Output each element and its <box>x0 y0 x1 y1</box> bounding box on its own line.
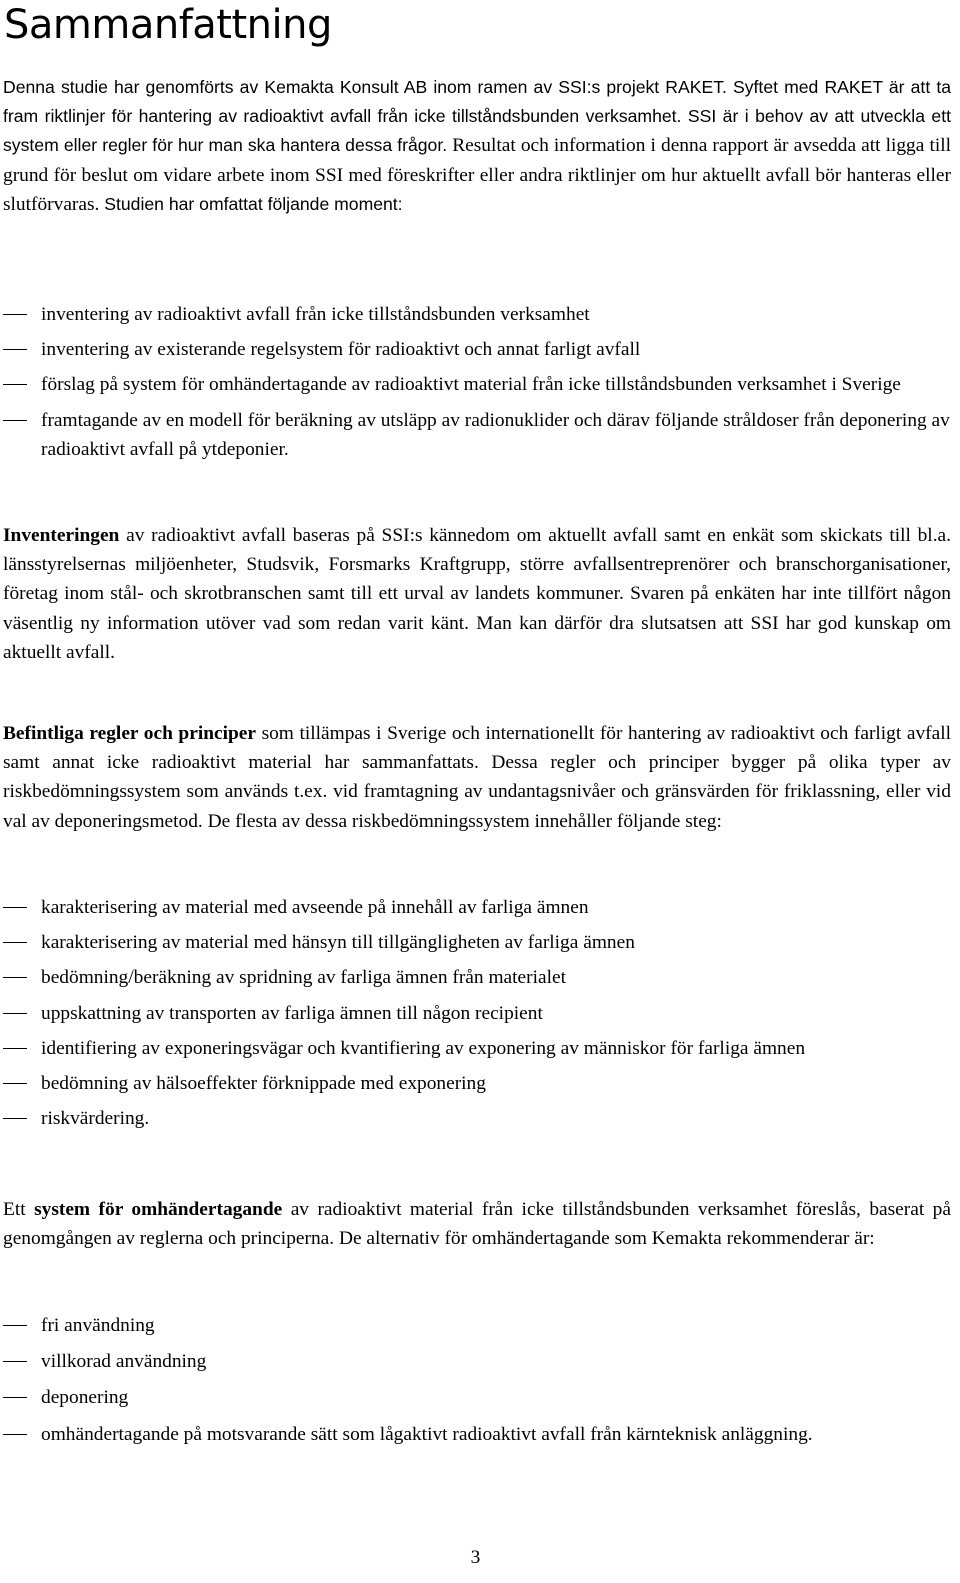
dash-bullet-icon <box>3 1361 27 1362</box>
dash-bullet-icon <box>3 977 27 978</box>
dash-bullet-icon <box>3 420 27 421</box>
list-item: villkorad användning <box>0 1347 951 1376</box>
dash-bullet-icon <box>3 942 27 943</box>
inventering-paragraph: Inventeringen av radioaktivt avfall baseras på SSI:s kännedom om aktuellt avfall samt en enkät som skickats till bl.a. länsstyrelsernas miljöenheter, Studsvik, Forsmarks Kraftgrupp, större avfallsentreprenörer och branschorganisationer, företag inom stål- och skrotbranschen samt till ett urval av landets kommuner. Svaren på enkäten har inte tillfört någon väsentlig ny information utöver vad som redan varit känt. Man kan därför dra slutsatsen att SSI har god kunskap om aktuellt avfall. <box>3 525 951 663</box>
list-item: inventering av existerande regelsystem för radioaktivt och annat farligt avfall <box>0 335 951 364</box>
dash-bullet-icon <box>3 1325 27 1326</box>
dash-bullet-icon <box>3 1048 27 1049</box>
system-heading: system för omhändertagande <box>34 1199 283 1220</box>
list-item: deponering <box>0 1383 951 1412</box>
moments-list <box>0 300 951 464</box>
alternatives-list <box>0 1311 951 1449</box>
dash-bullet-icon <box>3 1434 27 1435</box>
page-number: 3 <box>470 1547 481 1568</box>
steps-list <box>0 893 951 1133</box>
regler-heading: Befintliga regler och principer <box>3 723 256 744</box>
list-item: fri användning <box>0 1311 951 1340</box>
dash-bullet-icon <box>3 314 27 315</box>
list-item: riskvärdering. <box>0 1104 951 1133</box>
dash-bullet-icon <box>3 907 27 908</box>
list-item: uppskattning av transporten av farliga ämnen till någon recipient <box>0 999 951 1028</box>
list-item: inventering av radioaktivt avfall från icke tillståndsbunden verksamhet <box>0 300 951 329</box>
list-item: bedömning av hälsoeffekter förknippade med exponering <box>0 1069 951 1098</box>
list-item: karakterisering av material med hänsyn till tillgängligheten av farliga ämnen <box>0 928 951 957</box>
list-item: bedömning/beräkning av spridning av farliga ämnen från materialet <box>0 963 951 992</box>
intro-sans-text: Denna studie har genomförts av Kemakta Konsult AB inom ramen av SSI:s projekt RAKET. Syftet med RAKET är att ta fram riktlinjer för hantering av radioaktivt avfall från icke tillståndsbunden verksamhet. SSI är i behov av att utveckla ett system eller regler för hur man ska hantera dessa frågor. <box>3 77 951 156</box>
intro-paragraph <box>3 73 951 219</box>
intro-serif-text: Resultat och information i denna rapport är avsedda att ligga till grund för beslut om vidare arbete inom SSI med föreskrifter eller andra riktlinjer om hur aktuellt avfall bör hanteras eller slutförvaras. <box>3 135 951 215</box>
dash-bullet-icon <box>3 349 27 350</box>
page-title: Sammanfattning <box>4 2 332 48</box>
list-item: framtagande av en modell för beräkning av utsläpp av radionuklider och därav följande stråldoser från deponering av radioaktivt avfall på ytdeponier. <box>0 406 951 464</box>
dash-bullet-icon <box>3 1118 27 1119</box>
list-item: karakterisering av material med avseende på innehåll av farliga ämnen <box>0 893 951 922</box>
dash-bullet-icon <box>3 1083 27 1084</box>
dash-bullet-icon <box>3 1397 27 1398</box>
intro-sans-end: Studien har omfattat följande moment: <box>99 193 403 214</box>
system-paragraph: Ett system för omhändertagande av radioaktivt material från icke tillståndsbunden verksamhet föreslås, baserat på genomgången av reglerna och principerna. De alternativ för omhändertagande som Kemakta rekommenderar är: <box>3 1199 951 1250</box>
inventering-heading: Inventeringen <box>3 525 120 546</box>
dash-bullet-icon <box>3 384 27 385</box>
dash-bullet-icon <box>3 1013 27 1014</box>
list-item: identifiering av exponeringsvägar och kvantifiering av exponering av människor för farliga ämnen <box>0 1034 951 1063</box>
list-item: förslag på system för omhändertagande av radioaktivt material från icke tillståndsbunden verksamhet i Sverige <box>0 370 951 399</box>
regler-paragraph: Befintliga regler och principer som tillämpas i Sverige och internationellt för hantering av radioaktivt och farligt avfall samt annat icke radioaktivt material har sammanfattats. Dessa regler och principer bygger på olika typer av riskbedömningssystem som används t.ex. vid framtagning av undantagsnivåer och gränsvärden för friklassning, eller vid val av deponeringsmetod. De flesta av dessa riskbedömningssystem innehåller följande steg: <box>3 723 951 832</box>
list-item: omhändertagande på motsvarande sätt som lågaktivt radioaktivt avfall från kärnteknisk anläggning. <box>0 1420 951 1449</box>
